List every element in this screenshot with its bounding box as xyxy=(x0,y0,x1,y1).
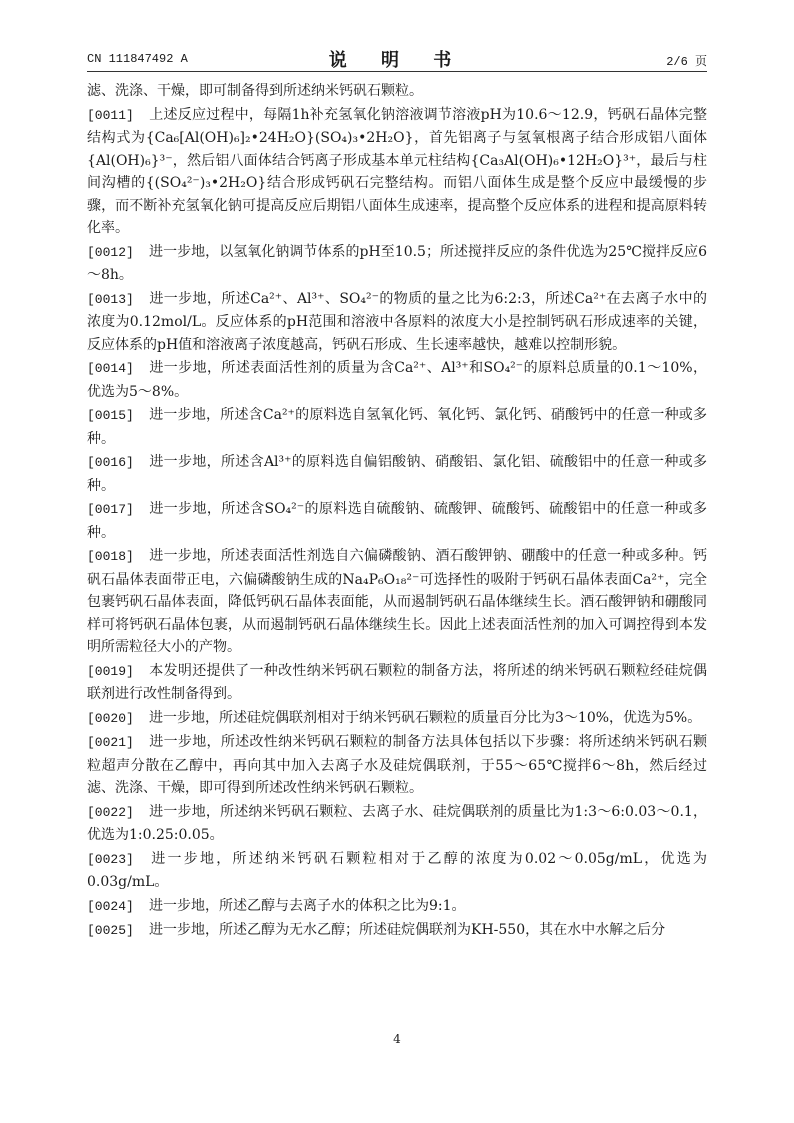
paragraph-number: [0021] xyxy=(87,735,134,750)
paragraph-number: [0013] xyxy=(87,291,134,307)
paragraph xyxy=(87,707,707,731)
paragraph xyxy=(87,451,707,497)
paragraph-number: [0025] xyxy=(87,923,134,938)
paragraph-number: [0012] xyxy=(87,244,134,260)
paragraph-text: 进一步地，所述纳米钙矾石颗粒、去离子水、硅烷偶联剂的质量比为1:3～6:0.03～0.1，优选为1:0.25:0.05。 xyxy=(87,803,707,843)
paragraph-text: 进一步地，所述表面活性剂的质量为含Ca²⁺、Al³⁺和SO₄²⁻的原料总质量的0.1～10%，优选为5～8%。 xyxy=(87,360,707,400)
paragraph-number: [0015] xyxy=(87,408,134,423)
paragraph-list xyxy=(87,104,707,943)
paragraph-text: 进一步地，所述硅烷偶联剂相对于纳米钙矾石颗粒的质量百分比为3～10%，优选为5%。 xyxy=(149,709,702,726)
paragraph-number: [0019] xyxy=(87,663,134,679)
continuation-text: 滤、洗涤、干燥，即可制备得到所述纳米钙矾石颗粒。 xyxy=(87,83,423,99)
header-divider xyxy=(87,71,707,72)
paragraph-number: [0016] xyxy=(87,455,134,470)
paragraph-text: 进一步地，所述含Al³⁺的原料选自偏铝酸钠、硝酸铝、氯化铝、硫酸铝中的任意一种或多种。 xyxy=(87,454,707,494)
page-number: 4 xyxy=(393,1032,401,1046)
paragraph-text: 进一步地，所述表面活性剂选自六偏磷酸钠、酒石酸钾钠、硼酸中的任意一种或多种。钙矾石晶体表面带正电，六偏磷酸钠生成的Na₄P₆O₁₈²⁻可选择性的吸附于钙矾石晶体表面Ca²⁺，完全包裹钙矾石晶体表面，降低钙矾石晶体表面能，从而遏制钙矾石晶体继续生长。酒石酸钾钠和硼酸同样可将钙矾石晶体包裹，从而遏制钙矾石晶体继续生长。因此上述表面活性剂的加入可调控得到本发明所需粒径大小的产物。 xyxy=(87,548,707,655)
paragraph-text: 进一步地，所述纳米钙矾石颗粒相对于乙醇的浓度为0.02～0.05g/mL，优选为0.03g/mL。 xyxy=(87,850,707,890)
paragraph-number: [0024] xyxy=(87,898,134,914)
paragraph xyxy=(87,895,707,919)
paragraph xyxy=(87,660,707,706)
paragraph-number: [0020] xyxy=(87,710,134,726)
paragraph xyxy=(87,288,707,357)
page-indicator: 2/6 页 xyxy=(666,55,707,69)
paragraph xyxy=(87,498,707,544)
paragraph xyxy=(87,731,707,800)
paragraph-text: 上述反应过程中，每隔1h补充氢氧化钠溶液调节溶液pH为10.6～12.9，钙矾石晶体完整结构式为{Ca₆[Al(OH)₆]₂•24H₂O}(SO₄)₃•2H₂O}，首先铝离子与氢氧根离子结合形成铝八面体{Al(OH)₆}³⁻，然后铝八面体结合钙离子形成基本单元柱结构{Ca₃Al(OH)₆•12H₂O}³⁺，最后与柱间沟槽的{(SO₄²⁻)₃•2H₂O}结合形成钙矾石完整结构。而铝八面体生成是整个反应中最缓慢的步骤，而不断补充氢氧化钠可提高反应后期铝八面体生成速率，提高整个反应体系的进程和提高原料转化率。 xyxy=(87,106,707,236)
document-title: 说 明 书 xyxy=(328,50,466,71)
paragraph-text: 进一步地，所述乙醇与去离子水的体积之比为9:1。 xyxy=(149,897,466,914)
paragraph-text: 进一步地，所述改性纳米钙矾石颗粒的制备方法具体包括以下步骤：将所述纳米钙矾石颗粒超声分散在乙醇中，再向其中加入去离子水及硅烷偶联剂，于55～65℃搅拌6～8h，然后经过滤、洗涤、干燥，即可得到所述改性纳米钙矾石颗粒。 xyxy=(87,734,707,796)
paragraph-text: 进一步地，所述乙醇为无水乙醇；所述硅烷偶联剂为KH-550，其在水中水解之后分 xyxy=(149,922,666,938)
paragraph xyxy=(87,801,707,847)
paragraph-number: [0022] xyxy=(87,804,134,820)
paragraph xyxy=(87,104,707,240)
paragraph-text: 本发明还提供了一种改性纳米钙矾石颗粒的制备方法，将所述的纳米钙矾石颗粒经硅烷偶联剂进行改性制备得到。 xyxy=(87,662,707,702)
paragraph-text: 进一步地，所述含SO₄²⁻的原料选自硫酸钠、硫酸钾、硫酸钙、硫酸铝中的任意一种或多种。 xyxy=(87,501,707,541)
paragraph-text: 进一步地，所述含Ca²⁺的原料选自氢氧化钙、氧化钙、氯化钙、硝酸钙中的任意一种或多种。 xyxy=(87,407,707,447)
paragraph xyxy=(87,848,707,894)
paragraph-number: [0023] xyxy=(87,851,134,867)
paragraph-text: 进一步地，所述Ca²⁺、Al³⁺、SO₄²⁻的物质的量之比为6:2:3，所述Ca²⁺在去离子水中的浓度为0.12mol/L。反应体系的pH范围和溶液中各原料的浓度大小是控制钙矾石形成速率的关键，反应体系的pH值和溶液离子浓度越高，钙矾石形成、生长速率越快，越难以控制形貌。 xyxy=(87,290,707,353)
paragraph xyxy=(87,919,707,943)
paragraph-number: [0017] xyxy=(87,502,134,517)
document-body xyxy=(87,80,707,944)
patent-number: CN 111847492 A xyxy=(87,52,188,66)
paragraph xyxy=(87,545,707,659)
paragraph-number: [0014] xyxy=(87,361,134,376)
paragraph xyxy=(87,241,707,287)
paragraph-text: 进一步地，以氢氧化钠调节体系的pH至10.5；所述搅拌反应的条件优选为25℃搅拌反应6～8h。 xyxy=(87,243,707,283)
paragraph xyxy=(87,357,707,403)
page-header xyxy=(87,46,707,70)
paragraph-number: [0018] xyxy=(87,549,134,564)
paragraph xyxy=(87,404,707,450)
paragraph-number: [0011] xyxy=(87,107,134,123)
